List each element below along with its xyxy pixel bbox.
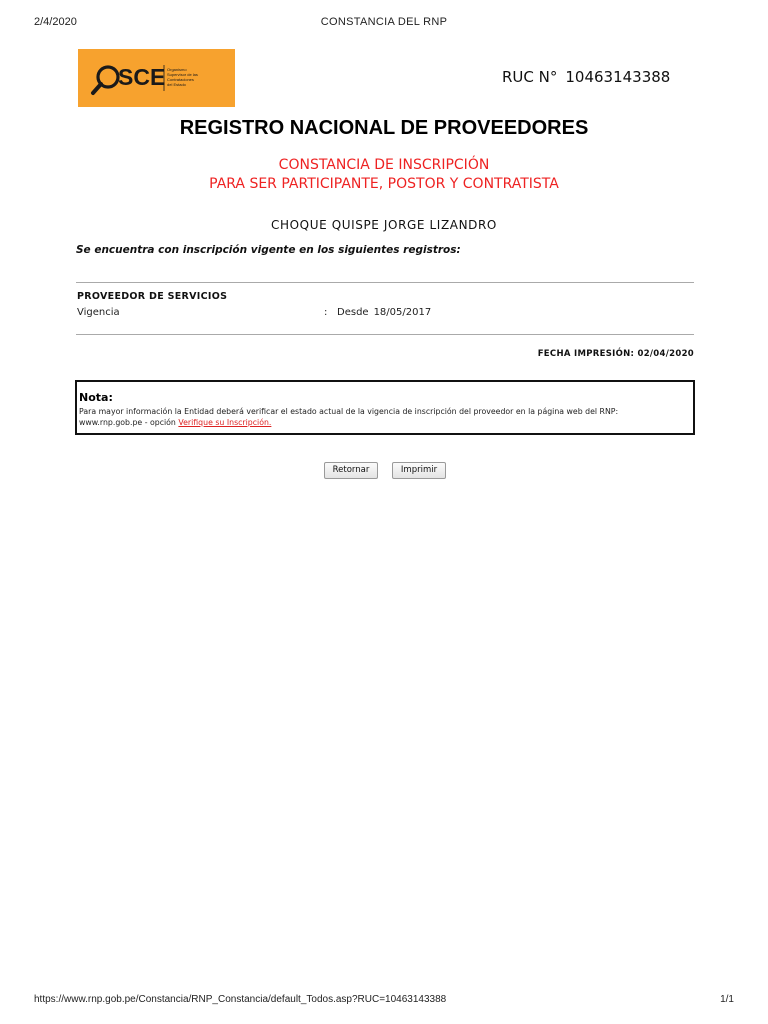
- note-text-line-2: [79, 417, 691, 428]
- ruc-block: [502, 68, 670, 86]
- note-url-prefix: www.rnp.gob.pe - opción: [79, 418, 176, 427]
- ruc-label: RUC N°: [502, 68, 558, 86]
- vigencia-value: [337, 307, 431, 318]
- subtitle-line-1: CONSTANCIA DE INSCRIPCIÓN: [278, 157, 490, 173]
- page-url: https://www.rnp.gob.pe/Constancia/RNP_Constancia/default_Todos.asp?RUC=10463143388: [34, 994, 447, 1005]
- osce-logo: [78, 49, 235, 107]
- subtitle-line-2: PARA SER PARTICIPANTE, POSTOR Y CONTRATISTA: [209, 176, 559, 192]
- vigencia-label: Vigencia: [77, 307, 120, 318]
- logo-caption-3: Contrataciones: [167, 77, 194, 82]
- logo-caption-2: Supervisor de las: [167, 72, 198, 77]
- verify-inscription-link[interactable]: Verifique su Inscripción.: [178, 418, 272, 427]
- print-date: 2/4/2020: [34, 16, 77, 28]
- retornar-button[interactable]: Retornar: [324, 462, 378, 479]
- osce-logo-graphic: [78, 49, 235, 107]
- vigencia-separator: :: [324, 307, 328, 318]
- print-date-stamp: FECHA IMPRESIÓN: 02/04/2020: [537, 349, 694, 359]
- registry-type: PROVEEDOR DE SERVICIOS: [77, 291, 228, 302]
- divider-bottom: [76, 334, 694, 335]
- provider-name: CHOQUE QUISPE JORGE LIZANDRO: [271, 218, 497, 232]
- logo-caption-4: del Estado: [167, 82, 186, 87]
- vigencia-prefix: Desde: [337, 307, 369, 318]
- page-count: 1/1: [720, 994, 734, 1005]
- note-box: [75, 380, 695, 435]
- note-text-line-1: Para mayor información la Entidad deberá verificar el estado actual de la vigencia de inscripción del proveedor en la página web del RNP:: [79, 407, 619, 416]
- logo-wordmark: SCE: [118, 64, 166, 90]
- vigencia-date: 18/05/2017: [373, 307, 432, 318]
- page-title: REGISTRO NACIONAL DE PROVEEDORES: [179, 117, 589, 139]
- print-title: CONSTANCIA DEL RNP: [320, 16, 448, 28]
- note-text: [79, 406, 691, 428]
- divider-top: [76, 282, 694, 283]
- logo-caption-1: Organismo: [167, 67, 187, 72]
- intro-text: Se encuentra con inscripción vigente en los siguientes registros:: [76, 244, 461, 256]
- ruc-number: 10463143388: [565, 68, 671, 86]
- note-title: Nota:: [79, 391, 113, 404]
- imprimir-button[interactable]: Imprimir: [392, 462, 446, 479]
